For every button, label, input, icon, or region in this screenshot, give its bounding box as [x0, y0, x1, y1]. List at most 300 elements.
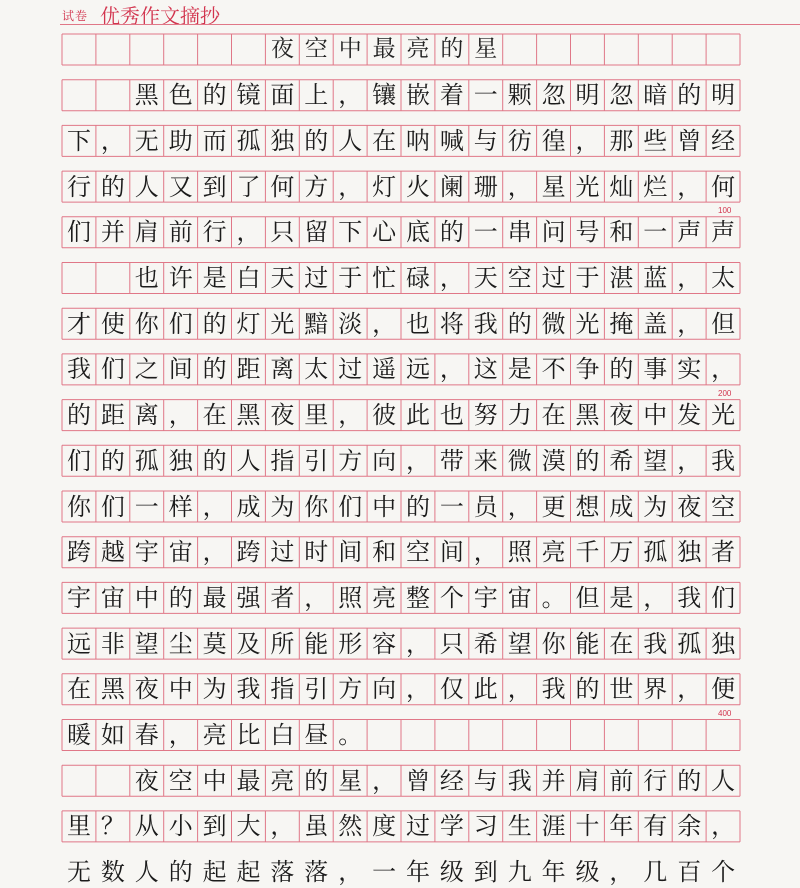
essay-char: 肩 — [134, 218, 159, 247]
essay-char: 但 — [575, 583, 600, 612]
essay-char: 镶 — [372, 81, 397, 110]
essay-char: ， — [677, 172, 702, 201]
essay-char: 过 — [338, 355, 363, 384]
essay-char: 习 — [473, 812, 498, 841]
essay-char: 在 — [67, 675, 91, 704]
essay-char: 的 — [304, 766, 329, 795]
essay-char: ， — [270, 812, 295, 841]
essay-char: 从 — [134, 812, 159, 841]
essay-char: 这 — [473, 355, 498, 384]
essay-char: 宙 — [100, 583, 125, 612]
essay-char: 年 — [609, 812, 634, 841]
essay-char: 一 — [473, 81, 498, 110]
essay-char: 望 — [643, 446, 668, 475]
essay-char: 一 — [643, 218, 668, 247]
essay-char: 与 — [473, 126, 498, 155]
essay-char: 独 — [168, 446, 193, 475]
essay-char: 无 — [134, 126, 159, 155]
essay-char: 夜 — [134, 766, 159, 795]
essay-char: 嵌 — [406, 81, 430, 110]
essay-char: 空 — [711, 492, 736, 521]
essay-char: 有 — [643, 812, 668, 841]
essay-char: 并 — [100, 218, 125, 247]
essay-char: 那 — [609, 126, 634, 155]
essay-char: 们 — [67, 218, 91, 247]
essay-char: 级 — [575, 858, 600, 887]
essay-char: 湛 — [609, 264, 634, 292]
essay-char: ， — [507, 675, 532, 704]
essay-char: 之 — [134, 355, 159, 384]
essay-char: 跨 — [67, 538, 91, 567]
essay-char: 于 — [338, 264, 363, 292]
essay-char: ， — [711, 355, 736, 384]
essay-char: 我 — [541, 675, 566, 704]
essay-char: 空 — [406, 538, 430, 567]
char-counter: 400 — [718, 708, 732, 718]
essay-char: ， — [575, 126, 600, 155]
essay-char: 过 — [270, 538, 295, 567]
char-counter: 200 — [718, 388, 732, 398]
essay-char: 忙 — [372, 264, 397, 292]
essay-char: 问 — [541, 218, 566, 247]
essay-char: 最 — [202, 583, 227, 612]
essay-char: 成 — [236, 492, 261, 521]
essay-char: ， — [677, 264, 702, 292]
essay-char: 掩 — [609, 309, 634, 338]
essay-char: 方 — [304, 172, 329, 201]
essay-char: 宙 — [507, 583, 532, 612]
essay-char: 向 — [372, 446, 397, 475]
essay-char: 光 — [711, 401, 736, 430]
essay-char: 望 — [134, 629, 159, 658]
essay-char: 下 — [67, 126, 91, 155]
essay-char: 人 — [134, 172, 159, 201]
essay-char: 过 — [406, 812, 430, 841]
essay-char: 形 — [338, 629, 363, 658]
essay-char: 独 — [677, 538, 702, 567]
essay-char: 到 — [202, 172, 227, 201]
essay-char: 你 — [304, 492, 329, 521]
essay-char: 带 — [439, 446, 464, 475]
essay-char: 十 — [575, 812, 600, 841]
essay-char: 为 — [643, 492, 668, 521]
essay-char: 是 — [609, 583, 634, 612]
essay-char: 徨 — [541, 126, 566, 155]
essay-char: 向 — [372, 675, 397, 704]
essay-char: 经 — [711, 126, 736, 155]
essay-char: 的 — [202, 355, 227, 384]
essay-char: 整 — [406, 583, 430, 612]
essay-char: 黯 — [304, 309, 329, 338]
essay-char: 离 — [270, 355, 295, 384]
essay-char: ， — [406, 675, 430, 704]
essay-char: 夜 — [609, 401, 634, 430]
essay-char: 如 — [100, 721, 125, 749]
essay-char: 孤 — [134, 446, 159, 475]
essay-char: 而 — [202, 126, 227, 155]
essay-char: 号 — [575, 218, 600, 247]
essay-char: 的 — [100, 172, 125, 201]
essay-title-char: 的 — [440, 36, 464, 62]
essay-char — [64, 263, 95, 294]
essay-char: ， — [338, 172, 363, 201]
essay-char: ， — [202, 538, 227, 567]
essay-char: 我 — [236, 675, 261, 704]
essay-char: 的 — [575, 446, 600, 475]
essay-char: ， — [338, 858, 363, 887]
essay-char: 过 — [541, 264, 566, 292]
essay-char: 的 — [677, 766, 702, 795]
essay-char: 几 — [643, 858, 668, 887]
essay-char: 光 — [270, 309, 295, 338]
essay-char: 并 — [541, 766, 566, 795]
essay-char: 们 — [100, 492, 125, 521]
essay-char: 的 — [168, 583, 193, 612]
essay-char: 人 — [338, 126, 363, 155]
essay-char: 昼 — [304, 721, 329, 749]
essay-char: 在 — [541, 401, 566, 430]
essay-char: 涯 — [541, 812, 566, 841]
essay-char: 界 — [643, 675, 668, 704]
essay-char: 希 — [609, 446, 634, 475]
essay-char: 无 — [67, 858, 91, 887]
essay-char: 争 — [575, 355, 600, 384]
essay-char: 行 — [67, 172, 91, 201]
essay-char: 黑 — [100, 675, 125, 704]
essay-char: 前 — [609, 766, 634, 795]
essay-char: 中 — [168, 675, 193, 704]
essay-char: 照 — [507, 538, 532, 567]
essay-char: 能 — [575, 629, 600, 658]
essay-char: ， — [711, 812, 736, 841]
essay-char: 中 — [202, 766, 227, 795]
essay-char: 们 — [67, 446, 91, 475]
essay-char: 行 — [202, 218, 227, 247]
essay-char: 世 — [609, 675, 634, 704]
essay-char: 曾 — [406, 766, 430, 795]
essay-char: 心 — [372, 218, 397, 247]
essay-char: 度 — [372, 812, 397, 841]
essay-char: 里 — [67, 812, 91, 841]
essay-char: 样 — [168, 492, 193, 521]
essay-char: 呐 — [406, 126, 430, 155]
essay-char: 串 — [507, 218, 532, 247]
essay-char: 的 — [677, 81, 702, 110]
essay-char: ？ — [100, 812, 125, 841]
essay-char: 力 — [507, 401, 532, 430]
essay-char: 们 — [100, 355, 125, 384]
essay-char: 你 — [67, 492, 91, 521]
essay-title-char: 星 — [474, 36, 498, 62]
essay-char: 的 — [100, 446, 125, 475]
essay-char: ， — [406, 446, 430, 475]
essay-char: 起 — [236, 858, 261, 887]
essay-char: 远 — [67, 629, 91, 658]
essay-char: ， — [236, 218, 261, 247]
essay-char: 距 — [236, 355, 261, 384]
essay-char: 一 — [372, 858, 397, 887]
essay-char: 上 — [304, 81, 329, 110]
essay-char: 的 — [609, 355, 634, 384]
essay-char: 希 — [473, 629, 498, 658]
essay-char: 更 — [541, 492, 566, 521]
essay-char: 使 — [100, 309, 125, 338]
essay-char: 我 — [473, 309, 498, 338]
header-title: 优秀作文摘抄 — [100, 4, 220, 28]
essay-char: 离 — [134, 401, 159, 430]
essay-char: 中 — [372, 492, 397, 521]
essay-title-char: 空 — [304, 36, 328, 62]
essay-char: 间 — [338, 538, 363, 567]
essay-char: 太 — [711, 264, 736, 292]
essay-char: ， — [677, 309, 702, 338]
essay-char: 忽 — [541, 81, 566, 110]
essay-char: 你 — [541, 629, 566, 658]
essay-char: 级 — [439, 858, 464, 887]
essay-char: 最 — [236, 766, 261, 795]
essay-char: 彼 — [372, 401, 397, 430]
essay-char: 底 — [406, 218, 430, 247]
essay-char: 里 — [304, 401, 329, 430]
essay-char: ， — [677, 446, 702, 475]
essay-char: 星 — [338, 766, 363, 795]
essay-char: 千 — [575, 538, 600, 567]
essay-char: ， — [609, 858, 634, 887]
essay-title-char: 中 — [338, 36, 362, 62]
essay-char: 非 — [100, 629, 125, 658]
essay-char: 我 — [507, 766, 532, 795]
essay-char — [64, 80, 95, 111]
essay-char: 夜 — [677, 492, 702, 521]
essay-char: 宙 — [168, 538, 193, 567]
essay-char: 。 — [541, 583, 566, 612]
essay-char: ， — [643, 583, 668, 612]
essay-char: 遥 — [372, 355, 397, 384]
essay-char: 微 — [541, 309, 566, 338]
essay-char: 比 — [236, 721, 261, 749]
essay-char: 来 — [473, 446, 498, 475]
essay-char: ， — [473, 538, 498, 567]
essay-char: 。 — [338, 721, 363, 749]
essay-char: 个 — [439, 583, 464, 612]
essay-char: 所 — [270, 629, 295, 658]
essay-char: ， — [677, 675, 702, 704]
essay-char: 跨 — [236, 538, 261, 567]
essay-char: 容 — [372, 629, 397, 658]
essay-char: 远 — [406, 355, 430, 384]
essay-char: 强 — [236, 583, 261, 612]
essay-char: ， — [507, 492, 532, 521]
essay-char: 忽 — [609, 81, 634, 110]
essay-char: 数 — [100, 858, 125, 887]
essay-char: 你 — [134, 309, 159, 338]
essay-char: 孤 — [643, 538, 668, 567]
essay-char: ， — [202, 492, 227, 521]
essay-title-char: 夜 — [270, 36, 294, 62]
essay-char: 也 — [134, 264, 159, 292]
essay-char: 微 — [507, 446, 532, 475]
essay-char: ， — [439, 264, 464, 292]
essay-char: 盖 — [643, 309, 668, 338]
essay-char: 阑 — [439, 172, 464, 201]
essay-char — [97, 263, 128, 294]
essay-char: 是 — [202, 264, 227, 292]
essay-char: 努 — [473, 401, 498, 430]
essay-char: 在 — [609, 629, 634, 658]
essay-char: ， — [338, 81, 363, 110]
essay-char: 方 — [338, 675, 363, 704]
essay-char: 莫 — [202, 629, 227, 658]
essay-char: 距 — [100, 401, 125, 430]
essay-char: 明 — [575, 81, 600, 110]
essay-char: 九 — [507, 858, 532, 887]
essay-char: 虽 — [304, 812, 329, 841]
essay-char: 肩 — [575, 766, 600, 795]
essay-char: 许 — [168, 264, 193, 292]
essay-char: 过 — [304, 264, 329, 292]
essay-char: 前 — [168, 218, 193, 247]
essay-char: 天 — [270, 264, 295, 292]
essay-char: 宇 — [134, 538, 159, 567]
essay-char: 明 — [711, 81, 736, 110]
essay-char: 的 — [406, 492, 430, 521]
essay-title-char: 最 — [372, 36, 396, 62]
essay-char: 光 — [575, 172, 600, 201]
essay-char: 但 — [711, 309, 736, 338]
essay-char: 火 — [406, 172, 430, 201]
essay-char: 亮 — [202, 721, 227, 749]
essay-char: 到 — [202, 812, 227, 841]
essay-char: ， — [304, 583, 329, 612]
essay-char: 年 — [541, 858, 566, 887]
essay-char: 珊 — [473, 172, 498, 201]
essay-char — [97, 765, 128, 796]
essay-char: 在 — [372, 126, 397, 155]
essay-char: 和 — [609, 218, 634, 247]
essay-char: 曾 — [677, 126, 702, 155]
essay-char: 空 — [507, 264, 532, 292]
essay-char: 中 — [134, 583, 159, 612]
essay-char: 光 — [575, 309, 600, 338]
essay-char: 亮 — [541, 538, 566, 567]
essay-char: 才 — [67, 309, 91, 338]
essay-char: ， — [439, 355, 464, 384]
essay-char: 引 — [304, 446, 329, 475]
essay-char: 百 — [677, 858, 702, 887]
essay-char: 夜 — [270, 401, 295, 430]
essay-char: 星 — [541, 172, 566, 201]
essay-char: 一 — [439, 492, 464, 521]
essay-char: 春 — [134, 721, 159, 749]
essay-char: 白 — [236, 264, 261, 292]
essay-char: 大 — [236, 812, 261, 841]
essay-char: 及 — [236, 629, 261, 658]
essay-char: 发 — [677, 401, 702, 430]
essay-char: 然 — [338, 812, 363, 841]
essay-char: 是 — [507, 355, 532, 384]
essay-char: 宇 — [67, 583, 91, 612]
essay-char: ， — [338, 401, 363, 430]
essay-char: 我 — [711, 446, 736, 475]
essay-char: 时 — [304, 538, 329, 567]
essay-char: 的 — [304, 126, 329, 155]
essay-char: 颗 — [507, 81, 532, 110]
essay-char: 员 — [473, 492, 498, 521]
essay-title-char: 亮 — [406, 36, 430, 62]
essay-char: ， — [168, 721, 193, 749]
essay-char: 越 — [100, 538, 125, 567]
essay-char: 下 — [338, 218, 363, 247]
essay-char: 碌 — [406, 264, 430, 292]
essay-char: 留 — [304, 218, 329, 247]
essay-char: 独 — [270, 126, 295, 155]
essay-char: 到 — [473, 858, 498, 887]
essay-char: 我 — [643, 629, 668, 658]
essay-char: 万 — [609, 538, 634, 567]
essay-char: 余 — [677, 812, 702, 841]
essay-char: 的 — [575, 675, 600, 704]
essay-char: 仅 — [439, 675, 464, 704]
essay-char: 的 — [202, 309, 227, 338]
essay-char: 能 — [304, 629, 329, 658]
essay-char: 落 — [304, 858, 329, 887]
essay-char: 人 — [711, 766, 736, 795]
essay-char: 指 — [270, 446, 295, 475]
essay-char: 事 — [643, 355, 668, 384]
essay-char: 间 — [439, 538, 464, 567]
essay-char: 宇 — [473, 583, 498, 612]
essay-char: ， — [100, 126, 125, 155]
essay-char: 行 — [643, 766, 668, 795]
essay-char: 实 — [677, 355, 702, 384]
essay-char: 人 — [236, 446, 261, 475]
essay-char: 烂 — [643, 172, 668, 201]
essay-char: 的 — [67, 401, 91, 430]
essay-char: 个 — [711, 858, 736, 887]
essay-char: 者 — [711, 538, 736, 567]
essay-char: 只 — [270, 218, 295, 247]
essay-char: 天 — [473, 264, 498, 292]
essay-char: 我 — [677, 583, 702, 612]
essay-char: 何 — [711, 172, 736, 201]
essay-char: 只 — [439, 629, 464, 658]
essay-char: 望 — [507, 629, 532, 658]
essay-char: 和 — [372, 538, 397, 567]
essay-char: 起 — [202, 858, 227, 887]
essay-char: 的 — [202, 446, 227, 475]
essay-char: 漠 — [541, 446, 566, 475]
essay-char: 助 — [168, 126, 193, 155]
essay-char: 灿 — [609, 172, 634, 201]
essay-char: ， — [507, 172, 532, 201]
essay-char: 们 — [711, 583, 736, 612]
essay-char: 何 — [270, 172, 295, 201]
essay-char: 小 — [168, 812, 193, 841]
exam-tag: 试卷 — [62, 9, 89, 23]
essay-char: 将 — [439, 309, 464, 338]
essay-char: 色 — [168, 81, 193, 110]
essay-char: 尘 — [168, 629, 193, 658]
essay-char: 灯 — [372, 172, 397, 201]
essay-char: 黑 — [134, 81, 159, 110]
essay-char: 黑 — [575, 401, 600, 430]
essay-char: 黑 — [236, 401, 261, 430]
essay-char: 亮 — [270, 766, 295, 795]
essay-char: 方 — [338, 446, 363, 475]
essay-char: 的 — [168, 858, 193, 887]
essay-char: 年 — [406, 858, 430, 887]
essay-char: 照 — [338, 583, 363, 612]
